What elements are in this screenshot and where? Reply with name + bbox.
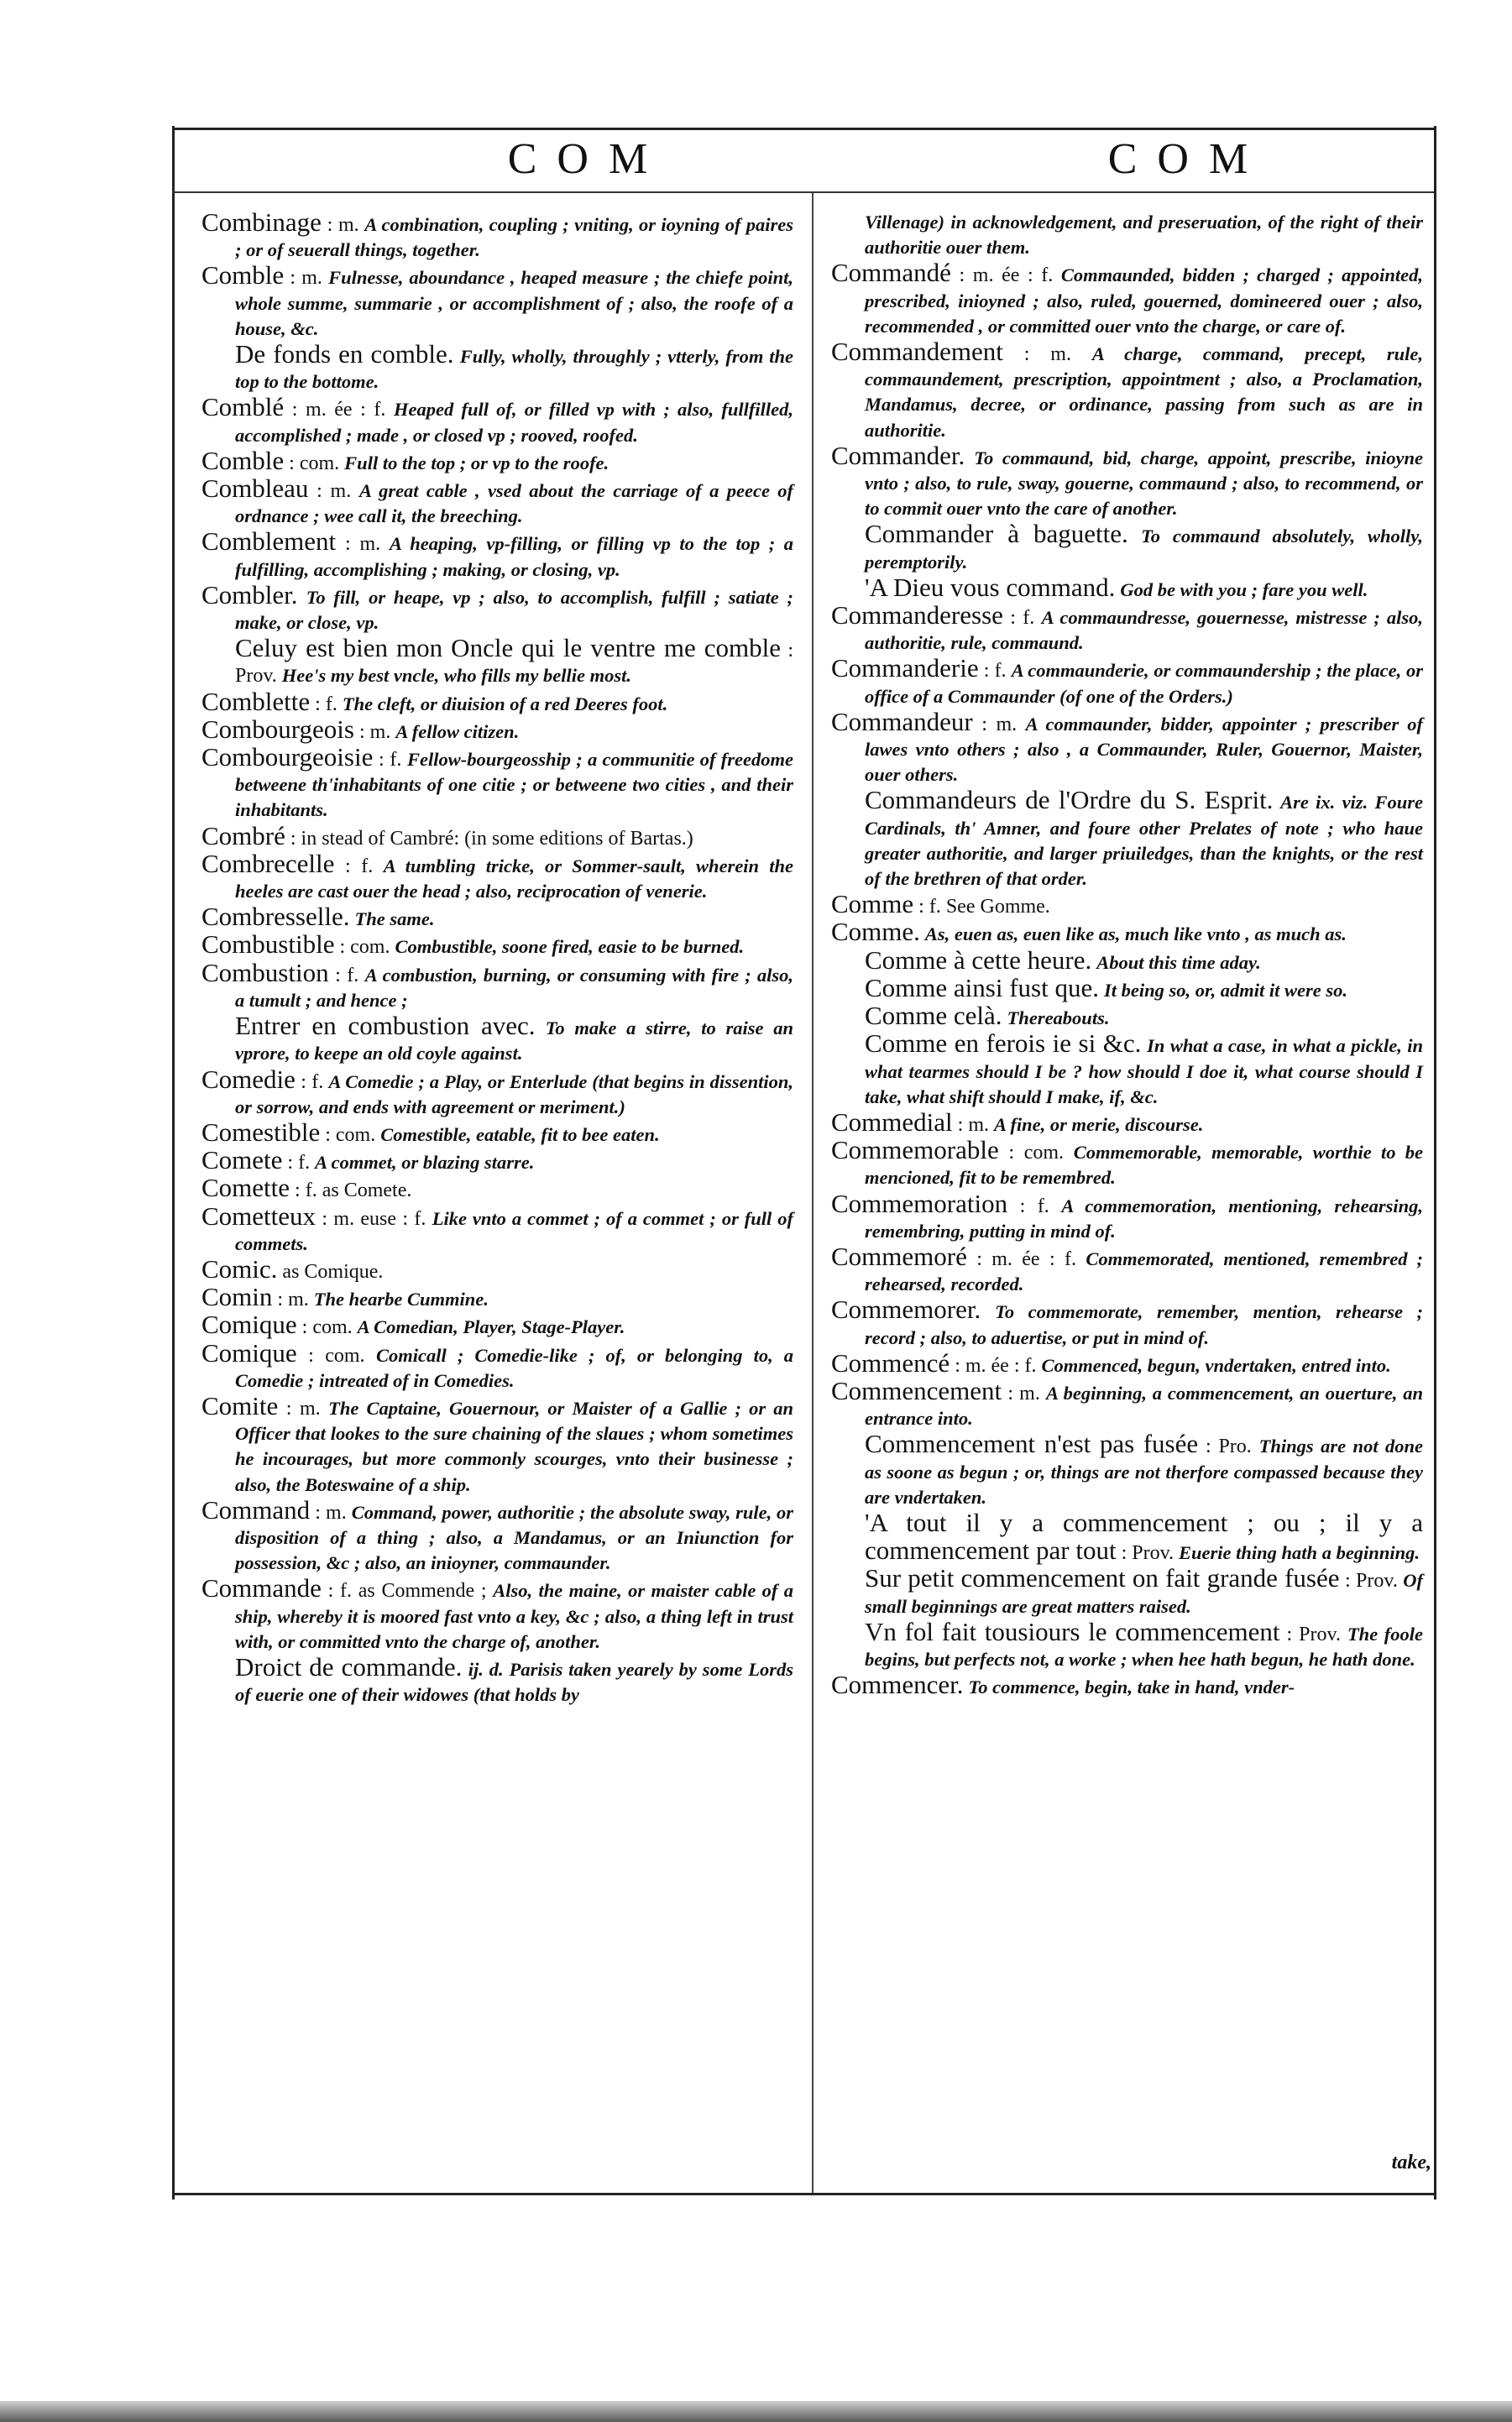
dictionary-entry [831,440,1423,522]
definition: Thereabouts. [1007,1007,1110,1029]
definition: A Comedian, Player, Stage-Player. [357,1316,625,1338]
definition: God be with you ; fare you well. [1120,578,1368,600]
grammar-note: : m. [345,533,381,556]
headword: Commemoration [831,1188,1008,1218]
grammar-note: : com. [301,1316,353,1339]
headword: Combrecelle [201,848,335,878]
catchword: take, [1391,2152,1431,2174]
dictionary-entry [831,1135,1424,1190]
definition: To commence, begin, take in hand, vnder- [968,1677,1295,1698]
headword: Comette [201,1173,290,1203]
grammar-note: : com. [325,1123,376,1146]
headword: Combinage [201,207,322,237]
grammar-note: : f. [1010,607,1035,630]
grammar-note: : m. [290,267,322,290]
headword: Combler. [201,579,298,609]
headword: Combré [201,820,285,850]
headword: Comblette [201,686,311,716]
grammar-note: : m. [315,1501,347,1524]
grammar-note: : m. [277,1289,309,1311]
headword: Comique [201,1337,297,1368]
dictionary-entry [201,957,794,1013]
definition: To commaund, bid, charge, appoint, prescribe, inioyne vnto ; also, to rule, sway, gouerne, commaund ; also, to recommend, or to commit ouer vnto the care of another. [865,447,1423,520]
grammar-note: as Comique. [282,1260,384,1283]
dictionary-entry [201,1312,793,1340]
header-rule [172,191,1434,193]
grammar-note: : f. as Comete. [295,1180,412,1202]
definition: To commaund absolutely, wholly, peremptorily. [865,526,1424,573]
definition: A commaundresse, gouernesse, mistresse ; also, authoritie, rule, commaund. [865,607,1424,654]
definition: A charge, command, precept, rule, commaundement, prescription, appointment ; also, a Proclamation, Mandamus, decree, or ordinance, passing from such as are in authoritie. [865,343,1423,441]
definition: Commemorated, mentioned, remembred ; rehearsed, recorded. [865,1248,1423,1295]
dictionary-entry [831,1507,1423,1566]
definition: A commemoration, mentioning, rehearsing, remembring, putting in mind of. [865,1195,1423,1242]
headword: Commander. [831,440,965,470]
headword: Comestible [201,1117,321,1147]
definition: A commaunder, bidder, appointer ; prescriber of lawes vnto others ; also , a Commaunder, Ruler, Gouernor, Maister, ouer others. [865,713,1423,786]
definition: Fellow-bourgeosship ; a communitie of freedome betweene th'inhabitants of one citie ; or betweene two cities , and their inhabitants. [235,749,793,821]
dictionary-entry [831,889,1423,919]
definition: Command, power, authoritie ; the absolute sway, rule, or disposition of a thing ; also, a Mandamus, or an Iniunction for possession, &c ; also, an inioyner, commaunder. [235,1501,793,1574]
grammar-note: : com. [289,452,340,474]
definition: The hearbe Cummine. [313,1289,489,1310]
dictionary-entry [201,820,793,851]
definition: As, euen as, euen like as, much like vnto , as much as. [924,923,1347,945]
definition: Euerie thing hath a beginning. [1179,1542,1420,1564]
grammar-note: : in stead of Cambré: (in some editions of Bartas.) [290,827,693,850]
headword: Commedial [831,1106,953,1137]
headword: Commandement [831,337,1003,367]
definition: Hee's my best vncle, who fills my bellie most. [281,665,631,687]
definition: Fully, wholly, throughly ; vtterly, from the top to the bottome. [235,346,794,393]
dictionary-entry [831,572,1423,603]
grammar-note: : Prov. [235,640,794,688]
headword: Comble [201,445,285,475]
definition: A beginning, a commencement, an ouerture, an entrance into. [865,1382,1423,1430]
definition: Heaped full of, or filled vp with ; also, fullfilled, accomplished ; made , or closed vp ; rooved, roofed. [235,399,794,446]
grammar-note: : com. [308,1344,365,1367]
headword: Commandé [831,258,951,288]
headword: Combleau [201,473,309,504]
definition: The Captaine, Gouernour, or Maister of a Gallie ; or an Officer that lookes to the sure chaining of the slaues ; whom sometimes he incourages, but more commonly scourges, vnto their businesse ; also, the Boteswaine of a ship. [235,1397,794,1495]
dictionary-entry [201,904,793,932]
scan-edge-bar [0,2401,1512,2422]
dictionary-entry [201,207,794,263]
dictionary-entry [831,1028,1423,1110]
right-column [831,210,1423,1700]
dictionary-entry [201,526,793,582]
grammar-note: : m. [1023,343,1071,366]
dictionary-entry [201,1201,794,1257]
grammar-note: : m. [317,480,352,503]
definition: Villenage) in acknowledgement, and preseruation, of the right of their authoritie ouer them. [865,212,1423,259]
headword: Vn fol fait tousiours le commencement [865,1616,1280,1646]
headword: Command [201,1494,311,1525]
definition: A tumbling tricke, or Sommer-sault, wherein the heeles are cast ouer the head ; also, reciprocation of venerie. [235,855,794,902]
dictionary-entry [831,1347,1423,1378]
dictionary-entry [831,1672,1423,1700]
definition: A combination, coupling ; vniting, or ioyning of paires ; or of seuerall things, together. [235,214,794,261]
headword: Commandeurs de l'Ordre du S. Esprit. [865,785,1274,815]
grammar-note: : m. euse : f. [322,1207,426,1230]
headword: Sur petit commencement on fait grande fusée [865,1563,1340,1593]
grammar-note: : f. [315,693,337,715]
dictionary-entry [201,1175,793,1203]
dictionary-entry [201,633,794,688]
definition: The foole begins, but perfects not, a worke ; when hee hath begun, he hath done. [865,1623,1424,1670]
dictionary-entry [201,579,794,636]
running-head-left: COM [507,135,668,183]
dictionary-entry [831,1003,1423,1031]
dictionary-entry [831,944,1423,976]
headword: Comblé [201,392,285,422]
definition: Are ix. viz. Foure Cardinals, th' Amner, and foure other Prelates of note ; who haue greater authoritie, and larger priuiledges, than the knights, or the rest of the brethren of that order. [865,792,1423,890]
grammar-note: : m. [957,1113,989,1136]
headword: Combourgeois [201,714,354,744]
headword: Commencé [831,1347,950,1378]
definition: The cleft, or diuision of a red Deeres foot. [342,693,668,714]
grammar-note: : m. ée : f. [959,264,1054,287]
dictionary-entry [201,339,794,395]
headword: Commander à baguette. [865,519,1128,549]
headword: Comique [201,1310,297,1340]
definition: A Comedie ; a Play, or Enterlude (that begins in dissention, or sorrow, and ends with agreement or meriment.) [235,1070,794,1117]
headword: Comme en ferois ie si &c. [865,1028,1142,1059]
headword: Comin [201,1282,273,1312]
definition: It being so, or, admit it were so. [1103,979,1348,1001]
running-head-right: COM [1107,135,1269,183]
headword: Commande [201,1573,322,1603]
dictionary-entry [831,1106,1423,1138]
definition: In what a case, in what a pickle, in what tearmes should I be ? how should I doe it, what course should I take, what shift should I make, if, &c. [865,1035,1423,1107]
dictionary-entry [201,686,793,717]
grammar-note: : com. [339,936,390,959]
dictionary-entry [831,210,1423,260]
headword: Commencement n'est pas fusée [865,1429,1199,1459]
dictionary-entry [831,521,1423,574]
dictionary-entry [831,919,1423,947]
headword: Cometteux [201,1201,317,1231]
grammar-note: : f. See Gomme. [918,896,1050,918]
definition: ij. d. Parisis taken yearely by some Lords of euerie one of their widowes (that holds by [235,1658,794,1706]
dictionary-entry [831,972,1423,1003]
definition: Of small beginnings are great matters raised. [865,1570,1424,1617]
headword: Combresselle. [201,902,350,932]
definition: Fulnesse, aboundance , heaped measure ; the chiefe point, whole summe, summarie , or accomplishment of ; also, the roofe of a house, &c. [235,267,794,339]
dictionary-entry [201,1117,793,1148]
dictionary-entry [831,1241,1423,1297]
grammar-note: : Prov. [1286,1623,1341,1645]
definition: Also, the maine, or maister cable of a ship, whereby it is moored fast vnto a key, &c ; also, a thing left in trust with, or committed vnto the charge of, another. [235,1580,794,1652]
grammar-note: : f. as Commende ; [327,1580,487,1603]
dictionary-entry [201,473,794,529]
definition: A commet, or blazing starre. [315,1152,535,1174]
grammar-note: : com. [1008,1142,1065,1164]
headword: Commandeur [831,706,973,736]
grammar-note: : Prov. [1121,1542,1175,1565]
headword: Commanderesse [831,600,1003,630]
dictionary-entry [201,1064,794,1120]
headword: Commanderie [831,653,979,683]
definition: To commemorate, remember, mention, rehearse ; record ; also, to aduertise, or put in mind of. [865,1301,1424,1348]
definition: Like vnto a commet ; of a commet ; or full of commets. [235,1207,794,1254]
headword: Comite [201,1390,279,1420]
dictionary-entry [201,392,794,447]
grammar-note: : m. [981,713,1018,735]
grammar-note: : f. [379,749,402,772]
grammar-note: : f. [287,1152,311,1174]
grammar-note: : f. [983,660,1007,683]
dictionary-entry [201,445,793,476]
headword: Comme [831,889,914,919]
column-divider [812,193,814,2195]
headword: Comedie [201,1064,296,1094]
left-column [201,207,794,1708]
dictionary-entry [201,1145,793,1175]
headword: Comme celà. [865,1001,1002,1031]
headword: Commencer. [831,1670,964,1700]
dictionary-entry [831,339,1423,443]
headword: Comme ainsi fust que. [865,972,1099,1002]
definition: Comicall ; Comedie-like ; of, or belonging to, a Comedie ; intreated of in Comedies. [235,1344,794,1391]
grammar-note: : f. [335,964,359,986]
dictionary-entry [831,1375,1423,1431]
dictionary-entry [201,929,793,960]
dictionary-entry [831,653,1424,709]
headword: Comete [201,1145,283,1175]
definition: To make a stirre, to raise an vprore, to keepe an old coyle against. [235,1017,794,1065]
definition: A great cable , vsed about the carriage of a peece of ordnance ; wee call it, the breeching. [235,480,794,527]
headword: Combustion [201,957,329,987]
headword: Celuy est bien mon Oncle qui le ventre me comble [235,633,782,663]
definition: Combustible, soone fired, easie to be burned. [395,936,745,958]
headword: Comic. [201,1253,278,1284]
dictionary-entry [831,706,1423,788]
grammar-note: : m. [359,720,391,743]
headword: Comblement [201,526,337,557]
definition: Things are not done as soone as begun ; or, things are not therfore compassed because they are vndertaken. [865,1436,1424,1508]
headword: Comme. [831,917,920,947]
definition: Commaunded, bidden ; charged ; appointed, prescribed, inioyned ; also, ruled, gouerned, domineered ouer ; also, recommended , or committed ouer vnto the charge, or care of. [865,264,1424,337]
definition: About this time aday. [1096,951,1261,973]
dictionary-entry [831,1616,1424,1672]
bottom-rule [172,2193,1434,2195]
headword: Droict de commande. [235,1651,463,1682]
definition: A fellow citizen. [395,720,520,742]
headword: Combourgeoisie [201,742,374,772]
dictionary-entry [201,714,793,745]
grammar-note: : m. ée : f. [976,1248,1076,1270]
dictionary-entry [831,1188,1423,1244]
grammar-note: : Prov. [1344,1570,1398,1593]
dictionary-entry [831,600,1424,656]
grammar-note: : Pro. [1205,1436,1252,1458]
definition: A combustion, burning, or consuming with fire ; also, a tumult ; and hence ; [235,964,794,1011]
dictionary-entry [201,260,794,342]
dictionary-entry [201,1013,793,1066]
headword: Commencement [831,1375,1002,1405]
grammar-note: : m. [285,1397,321,1420]
headword: 'A tout il y a commencement ; ou ; il y a commencement par tout [865,1507,1423,1566]
dictionary-entry [201,1390,794,1498]
grammar-note: : m. ée : f. [291,399,386,421]
dictionary-entry [831,1563,1424,1619]
grammar-note: : f. [344,855,374,877]
grammar-note: : m. [327,214,359,236]
dictionary-entry [201,1494,793,1577]
dictionary-entry [831,1431,1423,1510]
grammar-note: : f. [1019,1195,1049,1217]
headword: Commemorable [831,1135,999,1165]
headword: Commemoré [831,1241,967,1271]
dictionary-entry [201,1337,794,1394]
headword: Entrer en combustion avec. [235,1011,536,1041]
dictionary-entry [831,787,1423,892]
headword: De fonds en comble. [235,339,454,369]
definition: A commaunderie, or commaundership ; the place, or office of a Commaunder (of one of the Orders.) [865,660,1424,707]
definition: A fine, or merie, discourse. [994,1113,1204,1135]
definition: Commenced, begun, vndertaken, entred into. [1041,1354,1391,1376]
dictionary-entry [201,1284,793,1312]
headword: Comme à cette heure. [865,944,1092,975]
definition: The same. [354,908,435,930]
dictionary-entry [201,1253,793,1284]
dictionary-entry [201,848,794,904]
headword: 'A Dieu vous command. [865,572,1116,602]
definition: Commemorable, memorable, worthie to be mencioned, fit to be remembred. [865,1142,1424,1189]
definition: A heaping, vp-filling, or filling vp to the top ; a fulfilling, accomplishing ; making, or closing, vp. [235,533,793,580]
dictionary-entry [201,1651,794,1708]
headword: Commemorer. [831,1295,981,1325]
grammar-note: : f. [301,1070,324,1093]
dictionary-entry [201,1573,794,1655]
grammar-note: : m. [1007,1382,1040,1405]
dictionary-entry [831,1297,1423,1350]
definition: To fill, or heape, vp ; also, to accomplish, fulfill ; satiate ; make, or close, vp. [235,586,794,634]
dictionary-entry [201,742,793,824]
headword: Combustible [201,929,335,960]
headword: Comble [201,260,285,290]
definition: Full to the top ; or vp to the roofe. [344,452,610,473]
grammar-note: : m. ée : f. [955,1354,1037,1377]
definition: Comestible, eatable, fit to bee eaten. [380,1123,660,1145]
dictionary-entry [831,260,1423,339]
